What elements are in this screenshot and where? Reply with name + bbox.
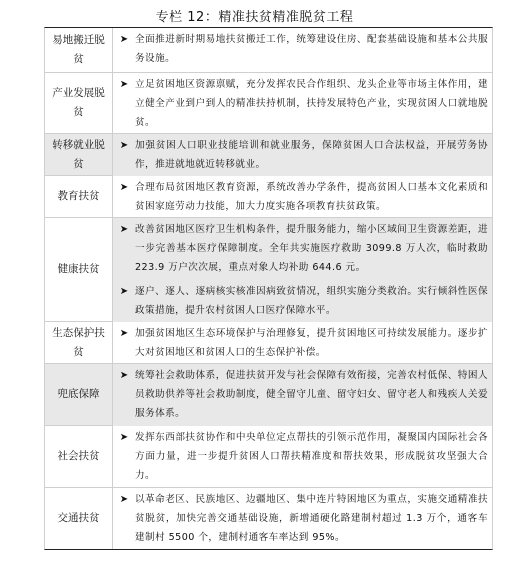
content-cell <box>113 364 492 425</box>
category-cell: 转移就业脱贫 <box>45 134 113 175</box>
arrow-bullet-icon: ➤ <box>119 34 129 45</box>
item-text: 以革命老区、民族地区、边疆地区、集中连片特困地区为重点，实施交通精准扶贫脱贫，加快完善交通基础设施，新增通硬化路建制村超过 1.3 万个，通客车建制村 5500 个，建制村通客车率达到 95%。 <box>135 494 488 544</box>
category-cell: 兜底保障 <box>45 364 113 425</box>
item-text: 加强贫困地区生态环境保护与治理修复，提升贫困地区可持续发展能力。逐步扩大对贫困地区和贫困人口的生态保护补偿。 <box>135 328 488 359</box>
item-text: 合理布局贫困地区教育资源，系统改善办学条件，提高贫困人口基本文化素质和贫困家庭劳动力技能，加大力度实施各项教育扶贫政策。 <box>135 182 488 213</box>
arrow-bullet-icon: ➤ <box>119 140 129 151</box>
list-item <box>113 280 492 322</box>
item-text: 立足贫困地区资源禀赋，充分发挥农民合作组织、龙头企业等市场主体作用，建立健全产业到户到人的精准扶持机制，扶持发展特色产业，实现贫困人口就地脱贫。 <box>135 79 488 129</box>
table-row <box>45 363 492 425</box>
arrow-bullet-icon: ➤ <box>119 494 129 505</box>
table-row <box>45 425 492 487</box>
item-text: 统筹社会救助体系，促进扶贫开发与社会保障有效衔接，完善农村低保、特困人员救助供养等社会救助制度，健全留守儿童、留守妇女、留守老人和残疾人关爱服务体系。 <box>135 370 488 420</box>
program-table <box>44 27 493 550</box>
arrow-bullet-icon: ➤ <box>119 182 129 193</box>
table-row <box>45 321 492 363</box>
item-text: 全面推进新时期易地扶贫搬迁工作，统筹建设住房、配套基础设施和基本公共服务设施。 <box>135 34 488 65</box>
table-row <box>45 72 492 133</box>
category-cell: 产业发展脱贫 <box>45 73 113 133</box>
list-item <box>113 364 492 426</box>
arrow-bullet-icon: ➤ <box>119 224 129 235</box>
category-cell: 健康扶贫 <box>45 218 113 321</box>
table-row <box>45 217 492 321</box>
list-item <box>113 134 492 176</box>
list-item <box>113 218 492 280</box>
content-cell <box>113 488 492 549</box>
item-text: 逐户、逐人、逐病核实核准因病致贫情况，组织实施分类救治。实行倾斜性医保政策措施，提升农村贫困人口医疗保障水平。 <box>135 285 488 316</box>
list-item <box>113 73 492 135</box>
content-cell <box>113 28 492 72</box>
list-item <box>113 322 492 364</box>
category-cell: 生态保护扶贫 <box>45 322 113 363</box>
content-cell <box>113 134 492 175</box>
arrow-bullet-icon: ➤ <box>119 79 129 90</box>
content-cell <box>113 322 492 363</box>
content-cell <box>113 176 492 217</box>
item-text: 加强贫困人口职业技能培训和就业服务，保障贫困人口合法权益，开展劳务协作，推进就地就近转移就业。 <box>135 140 488 171</box>
list-item <box>113 426 492 488</box>
arrow-bullet-icon: ➤ <box>119 370 129 381</box>
table-row <box>45 133 492 175</box>
page-title: 专栏 12：精准扶贫精准脱贫工程 <box>155 10 354 25</box>
content-cell <box>113 426 492 487</box>
table-row <box>45 28 492 72</box>
table-row <box>45 487 492 549</box>
list-item <box>113 488 492 550</box>
category-cell: 教育扶贫 <box>45 176 113 217</box>
content-cell <box>113 73 492 133</box>
content-cell <box>113 218 492 321</box>
item-text: 发挥东西部扶贫协作和中央单位定点帮扶的引领示范作用，凝聚国内国际社会各方面力量，进一步提升贫困人口帮扶精准度和帮扶效果，形成脱贫攻坚强大合力。 <box>135 432 488 482</box>
arrow-bullet-icon: ➤ <box>119 432 129 443</box>
category-cell: 易地搬迁脱贫 <box>45 28 113 72</box>
table-row <box>45 175 492 217</box>
list-item <box>113 28 492 70</box>
list-item <box>113 176 492 218</box>
category-cell: 社会扶贫 <box>45 426 113 487</box>
category-cell: 交通扶贫 <box>45 488 113 549</box>
arrow-bullet-icon: ➤ <box>119 285 129 297</box>
item-text: 改善贫困地区医疗卫生机构条件，提升服务能力，缩小区域间卫生资源差距，进一步完善基本医疗保障制度。全年共实施医疗救助 3099.8 万人次，临时救助 223.9 万户次次展，重点对象人均补助 644.6 元。 <box>135 224 488 274</box>
arrow-bullet-icon: ➤ <box>119 328 129 339</box>
